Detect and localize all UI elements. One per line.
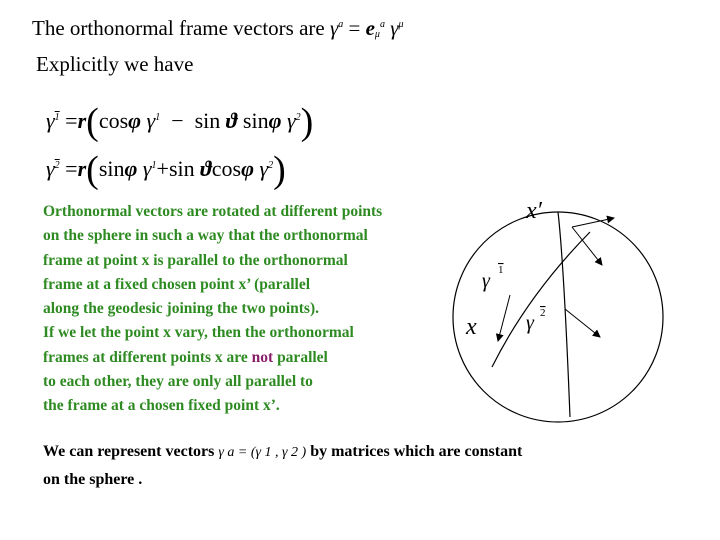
green-line-6: If we let the point x vary, then the orthonormal (43, 324, 354, 342)
eq2-close-paren: ) (273, 149, 286, 191)
green-line-4: frame at a fixed chosen point x’ (parallel (43, 275, 311, 293)
eq1-phi2: φ (268, 108, 282, 133)
eq2-r: r (77, 156, 87, 181)
title-formula (330, 16, 404, 40)
not-word: not (251, 348, 274, 366)
eq1-minus: − (171, 108, 184, 133)
bottom-line-1-start: We can represent vectors (43, 443, 215, 460)
bottom-text (43, 438, 522, 493)
eq1-close-paren: ) (300, 101, 314, 143)
eq2-sin: sin (98, 156, 125, 181)
title-line (32, 16, 404, 41)
eq2-phi2: φ (241, 156, 254, 181)
green-line-7-end: parallel (273, 348, 328, 366)
eq1-gamma2-sup: 2 (295, 112, 301, 123)
equals-sign: = (348, 16, 361, 40)
x-arrow-1 (498, 295, 510, 341)
eq1-gamma1-sup: 1 (155, 112, 161, 123)
bottom-line-2: on the sphere . (43, 471, 143, 488)
eq2-gamma1: γ (142, 156, 152, 181)
sphere-diagram (440, 185, 710, 435)
meridian-line (558, 212, 570, 417)
superscript-a2: a (379, 19, 385, 30)
green-line-5: along the geodesic joining the two points). (43, 300, 319, 318)
eq2-sin1: sin (168, 156, 195, 181)
eq2-gamma2: γ (259, 156, 269, 181)
equation-gamma-2 (46, 142, 286, 191)
bottom-formula: γ a = (γ 1 , γ 2 ) (218, 445, 307, 460)
label-gamma1-sup: 1 (498, 264, 504, 276)
gamma-symbol-2: γ (390, 16, 399, 40)
superscript-a: a (338, 19, 344, 30)
eq1-gamma1: γ (146, 108, 156, 133)
eq2-open-paren: ( (86, 149, 99, 191)
eq1-cos: cos (98, 108, 129, 133)
green-explanation (43, 200, 382, 419)
green-line-2: on the sphere in such a way that the orthonormal (43, 227, 368, 245)
eq2-cos: cos (211, 156, 242, 181)
label-x-prime: x′ (526, 198, 542, 224)
superscript-mu: μ (398, 19, 404, 30)
green-line-7-start: frames at different points x are (43, 348, 252, 366)
eq2-plus: + (156, 156, 169, 181)
eq1-lhs: γ (46, 108, 55, 133)
eq1-sin1: sin (194, 108, 221, 133)
label-gamma2-sup: 2 (540, 307, 546, 319)
explicit-text: Explicitly we have (36, 52, 194, 76)
green-line-1: Orthonormal vectors are rotated at different points (43, 203, 383, 220)
xprime-arrow-1 (572, 218, 614, 227)
subscript-mu: μ (374, 29, 380, 40)
title-text: The orthonormal frame vectors are (32, 16, 325, 40)
eq2-gamma2-sup: 2 (268, 160, 274, 171)
eq2-lhs: γ (46, 156, 55, 181)
eq2-phi: φ (124, 156, 138, 181)
green-line-9: the frame at a chosen fixed point x’. (43, 397, 280, 415)
eq1-theta: ϑ (225, 108, 238, 133)
green-line-8: to each other, they are only all parallel to (43, 373, 313, 391)
bottom-line-1 (43, 438, 522, 466)
bottom-line-1-end: by matrices which are constant (310, 443, 523, 460)
eq1-gamma2: γ (286, 108, 296, 133)
geodesic-line (492, 232, 590, 367)
eq1-r: r (77, 108, 87, 133)
label-gamma1: γ (482, 270, 490, 292)
eq1-equals: = (65, 108, 78, 133)
eq1-lhs-sup: 1 (54, 112, 60, 123)
eq2-theta: ϑ (200, 156, 212, 181)
label-gamma2: γ (526, 312, 534, 334)
label-x: x (466, 314, 477, 340)
eq1-sin2: sin (242, 108, 269, 133)
sphere-circle (453, 212, 663, 422)
green-line-7 (43, 346, 382, 370)
eq2-equals: = (65, 156, 78, 181)
eq1-phi: φ (128, 108, 142, 133)
equation-gamma-1 (46, 94, 314, 143)
gamma-symbol: γ (329, 16, 339, 40)
eq2-lhs-sup: 2 (54, 160, 60, 171)
e-symbol: e (365, 16, 375, 40)
x-arrow-2 (565, 309, 600, 337)
eq1-open-paren: ( (86, 101, 99, 143)
green-line-3: frame at point x is parallel to the orthonormal (43, 251, 348, 269)
eq2-gamma1-sup: 1 (151, 160, 157, 171)
